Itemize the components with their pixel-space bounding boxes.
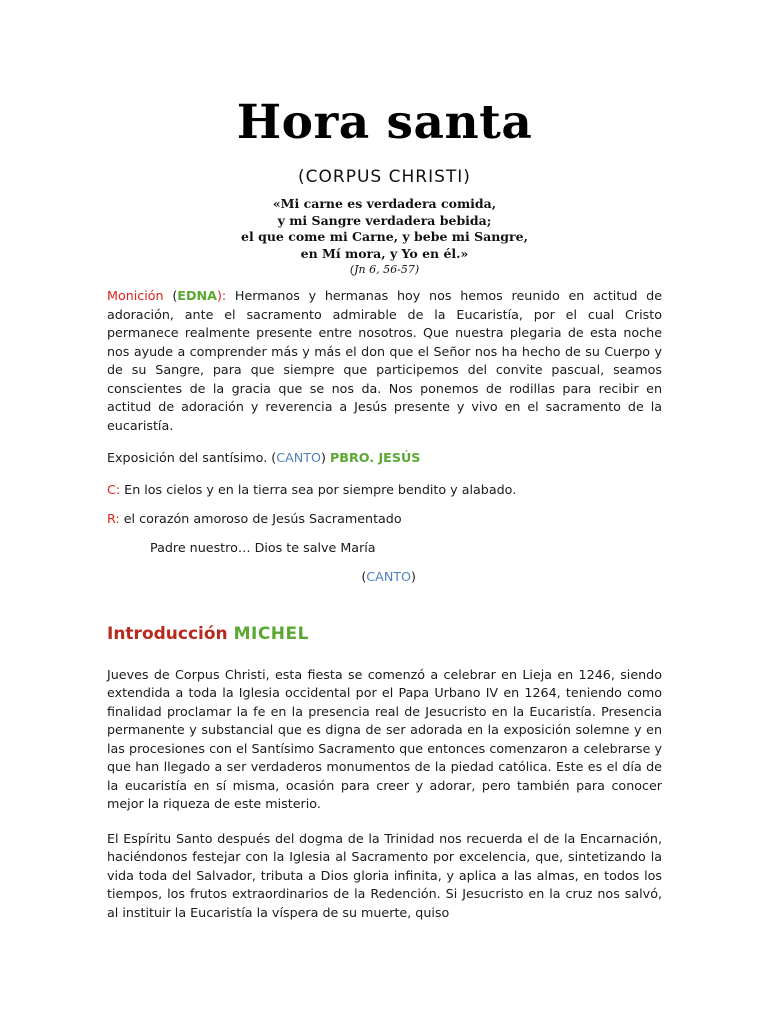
introduccion-label: Introducción bbox=[107, 623, 228, 644]
celebrant-text: En los cielos y en la tierra sea por siempre bendito y alabado. bbox=[120, 481, 517, 497]
exposicion-line bbox=[107, 449, 662, 468]
prayers-line: Padre nuestro… Dios te salve María bbox=[150, 539, 376, 555]
monicion-label: Monición bbox=[107, 288, 164, 304]
canto-label: CANTO bbox=[366, 569, 412, 585]
canto-close: ) bbox=[411, 569, 416, 585]
canto-line bbox=[107, 568, 662, 587]
introduccion-heading bbox=[107, 623, 662, 645]
exposicion-close: ) bbox=[320, 450, 330, 466]
quote-line: y mi Sangre verdadera bebida; bbox=[277, 212, 492, 228]
epigraph-quote bbox=[107, 196, 662, 262]
canto-open: ( bbox=[361, 569, 367, 585]
monicion-close: ): bbox=[216, 288, 227, 304]
page-content bbox=[107, 96, 662, 922]
celebrant-line bbox=[107, 481, 662, 500]
quote-reference: (Jn 6, 56-57) bbox=[349, 263, 420, 277]
response-text: el corazón amoroso de Jesús Sacramentado bbox=[119, 511, 402, 527]
intro-paragraph-1: Jueves de Corpus Christi, esta fiesta se comenzó a celebrar en Lieja en 1246, siendo extendida a toda la Iglesia occidental por el Papa Urbano IV en 1264, teniendo como finalidad proclamar la fe en la presencia real de Jesucristo en la Eucaristía. Presencia permanente y substancial que es digna de ser adorada en la exposición solemne y en las procesiones con el Santísimo Sacramento que entonces comenzaron a celebrarse y que han llegado a ser verdaderos monumentos de la piedad católica. Este es el día de la eucaristía en sí misma, ocasión para creer y adorar, pero también para conocer mejor la riqueza de este misterio. bbox=[107, 666, 662, 812]
quote-line: «Mi carne es verdadera comida, bbox=[272, 196, 497, 212]
quote-line: el que come mi Carne, y bebe mi Sangre, bbox=[241, 229, 528, 245]
page-subtitle: (CORPUS CHRISTI) bbox=[298, 167, 471, 188]
quote-line: en Mí mora, y Yo en él.» bbox=[300, 245, 469, 261]
monicion-text: Hermanos y hermanas hoy nos hemos reunido en actitud de adoración, ante el sacramento admirable de la Eucaristía, por el cual Cristo permanece realmente presente entre nosotros. Que nuestra plegaria de esta noche nos ayude a comprender más y más el don que el Señor nos ha hecho de su Cuerpo y de su Sangre, para que siempre que participemos del convite pascual, seamos conscientes de la gracia que se nos da. Nos ponemos de rodillas para recibir en actitud de adoración y reverencia a Jesús presente y vivo en el sacramento de la eucaristía. bbox=[107, 288, 662, 433]
exposicion-text: Exposición del santísimo. ( bbox=[107, 450, 277, 466]
monicion-speaker: EDNA bbox=[177, 288, 217, 304]
exposicion-speaker: PBRO. JESÚS bbox=[329, 450, 421, 466]
response-line bbox=[107, 510, 662, 529]
page-title: Hora santa bbox=[236, 95, 533, 150]
monicion-paragraph bbox=[107, 287, 662, 435]
response-label: R: bbox=[107, 511, 120, 527]
intro-paragraph-2: El Espíritu Santo después del dogma de la Trinidad nos recuerda el de la Encarnación, haciéndonos festejar con la Iglesia al Sacramento por excelencia, que, sintetizando la vida toda del Salvador, tributa a Dios gloria infinita, y aplica a las almas, en todos los tiempos, los frutos extraordinarios de la Redención. Si Jesucristo en la cruz nos salvó, al instituir la Eucaristía la víspera de su muerte, quiso bbox=[107, 830, 662, 920]
exposicion-canto: CANTO bbox=[276, 450, 321, 466]
monicion-open-paren: ( bbox=[163, 288, 178, 304]
celebrant-label: C: bbox=[107, 481, 121, 497]
introduccion-speaker: MICHEL bbox=[233, 623, 309, 644]
